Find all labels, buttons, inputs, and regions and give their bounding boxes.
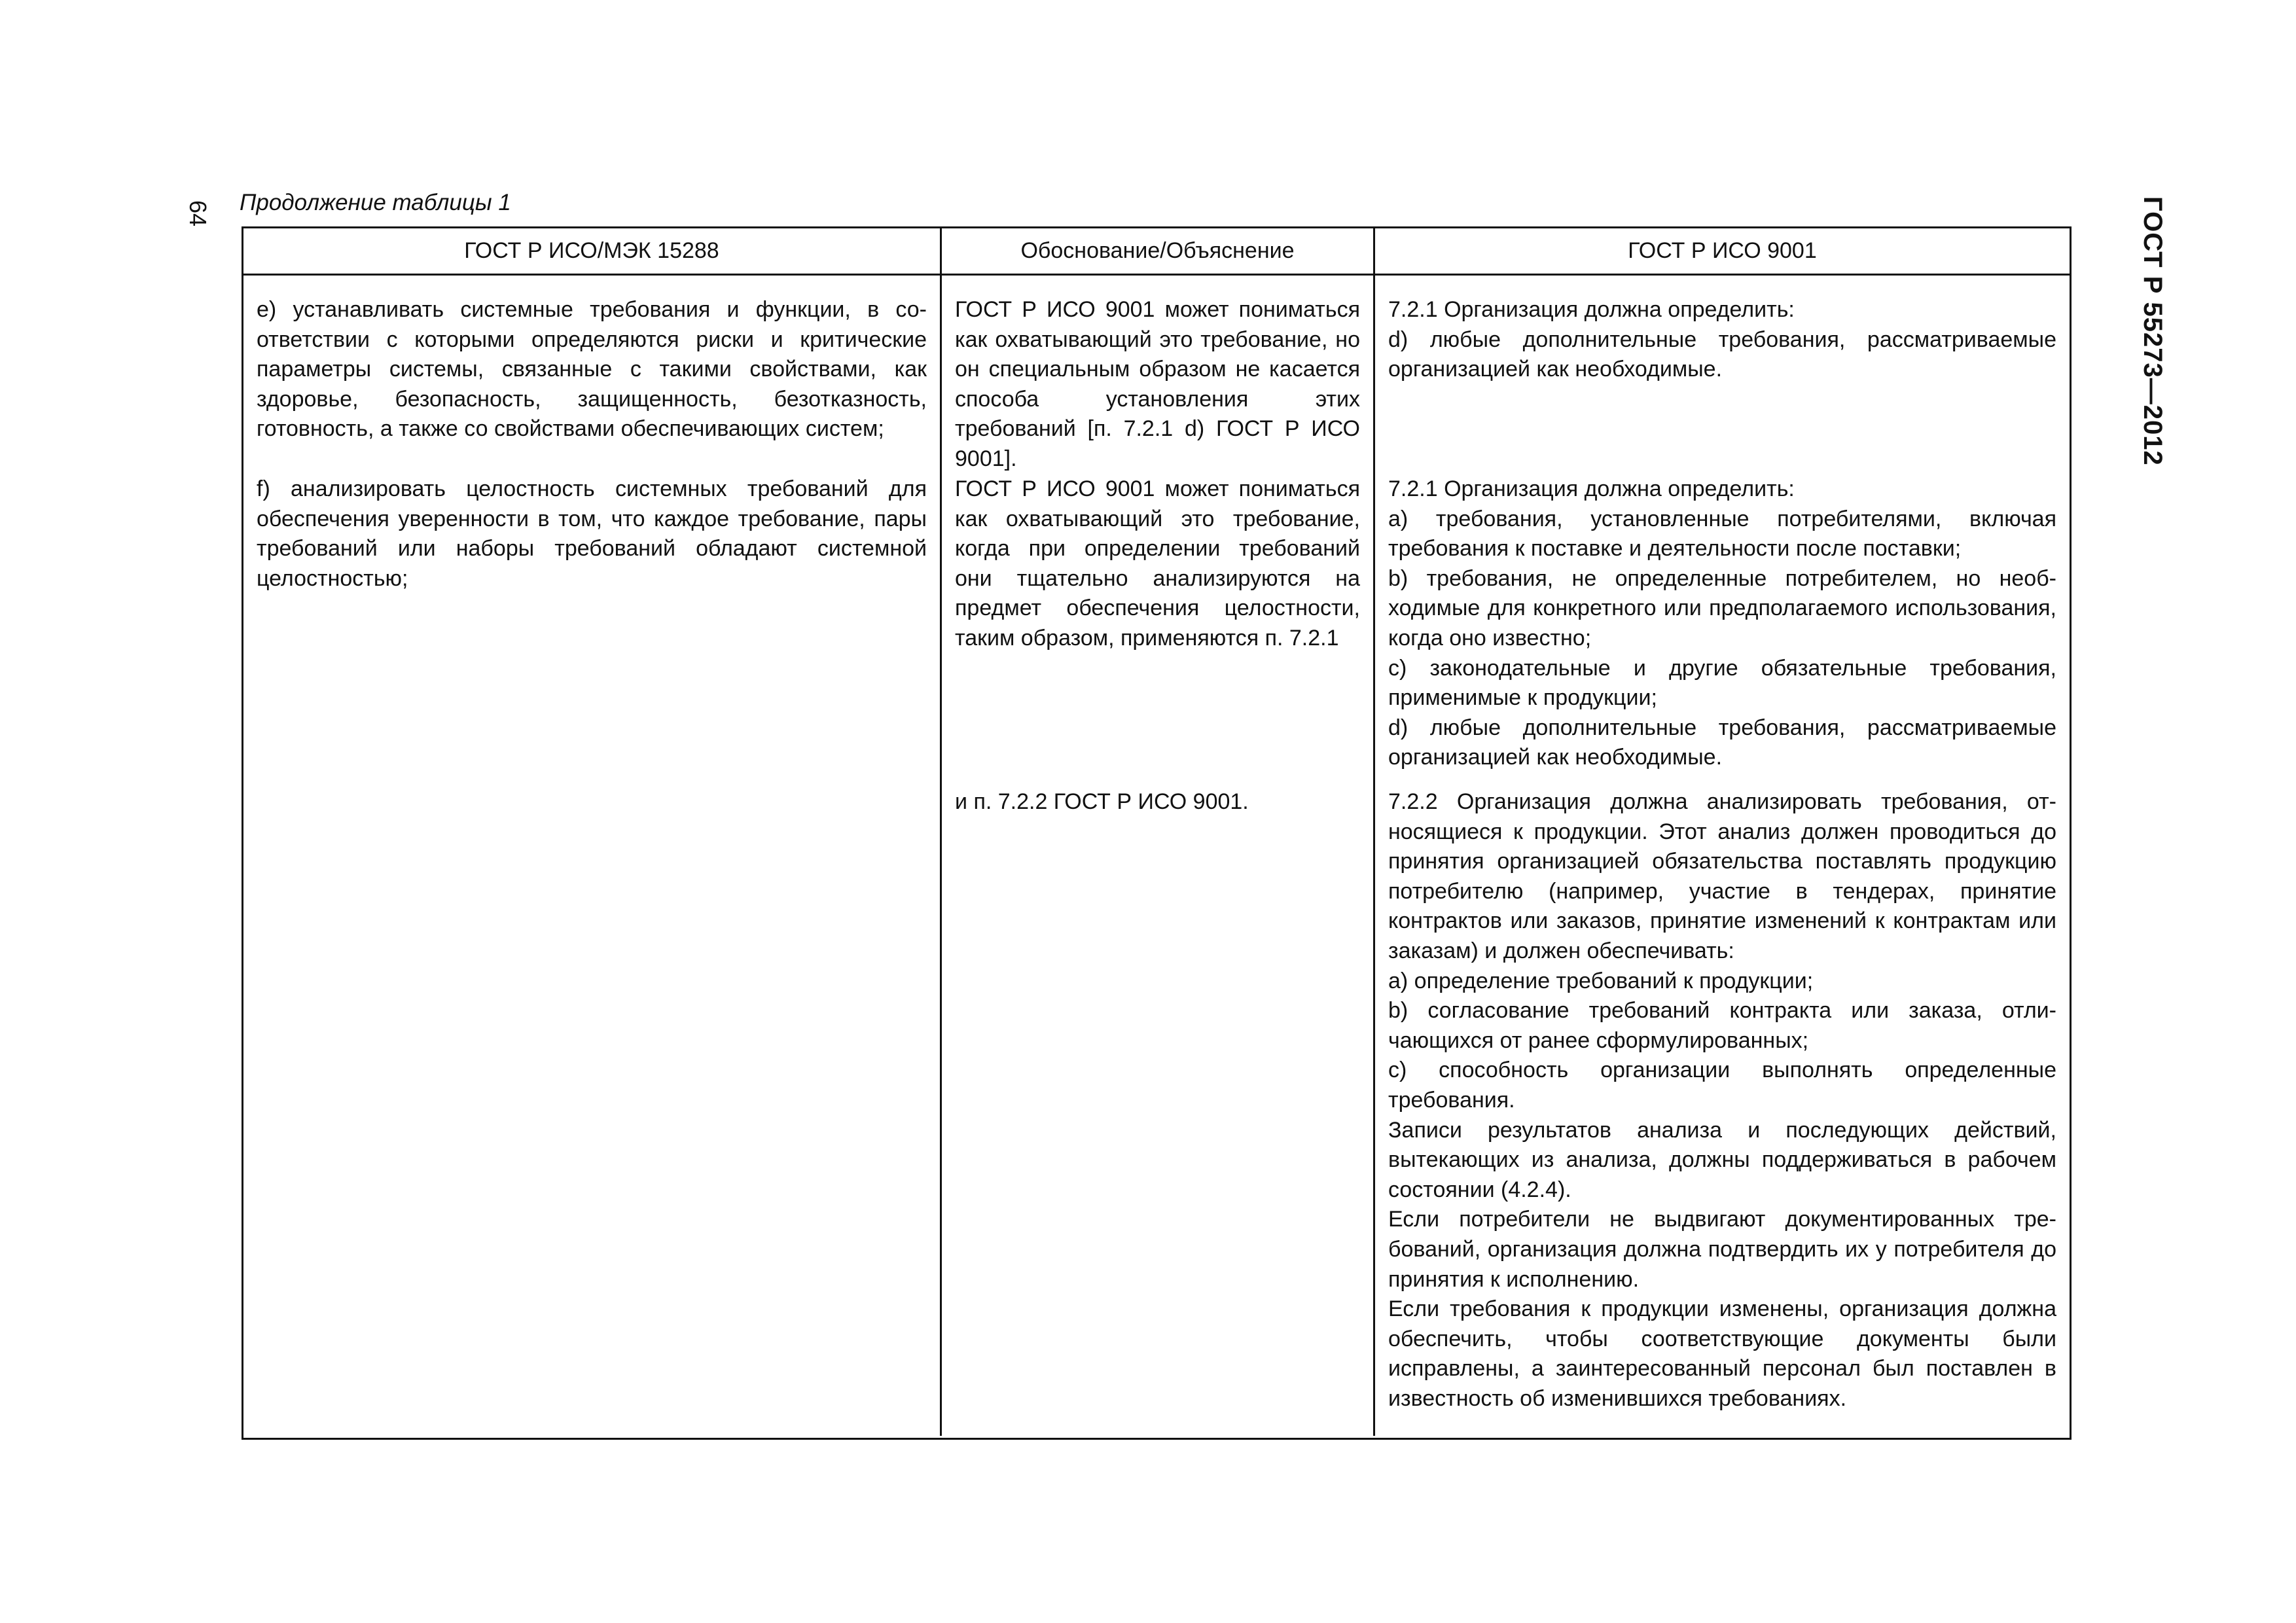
page-number: 64 [185,200,211,227]
document-code: ГОСТ Р 55273—2012 [2138,196,2167,466]
header-justification: Обоснование/Объяснение [942,228,1375,274]
clause-line: 7.2.2 Организация должна анализировать требования, относящиеся к продукции. Этот анализ должен проводиться до принятия организацией обязательства поставлять продукцию потребителю (например, участие в тендерах, принятие контрактов или заказов, принятие изменений к контрактам или заказам) и должен обеспечивать: [1388,789,2056,963]
comparison-table [242,226,2072,1440]
clause-line: Записи результатов анализа и последующих действий, вытекающих из анализа, должны поддерживаться в рабочем состоянии (4.2.4). [1388,1117,2056,1202]
clause-line: 7.2.1 Организация должна определить: [1388,297,1795,322]
clause-line: a) требования, установленные потребителями, включая требования к поставке и деятельности после поставки; [1388,506,2056,562]
justification-e: ГОСТ Р ИСО 9001 может пониматься как охватывающий это требование, но он специальным образом не касается способа установления этих требований [п. 7.2.1 d) ГОСТ Р ИСО 9001]. [955,297,1360,471]
table-header-row [243,228,2070,276]
clause-line: c) способность организации выполнять определенные требования. [1388,1058,2056,1113]
clause-block-f [1388,474,2056,787]
clause-line: b) требования, не определенные потребителем, но необходимые для конкретного или предполагаемого использования, когда оно известно; [1388,565,2056,651]
requirement-e: е) устанавливать системные требования и функции, в соответствии с которыми определяются риски и критические параметры системы, связанные с такими свойствами, как здоровье, безопасность, защищенность, безотказность, готовность, а также со свойствами обеспечивающих систем; [257,297,927,442]
clause-block-g [1388,787,2056,1414]
clause-line: c) законодательные и другие обязательные требования, применимые к продукции; [1388,655,2056,711]
table-caption: Продолжение таблицы 1 [240,190,511,215]
clause-line: Если потребители не выдвигают документированных требований, организация должна подтвердить их у потребителя до принятия к исполнению. [1388,1207,2056,1292]
clause-line: d) любые дополнительные требования, рассматриваемые организацией как необходимые. [1388,327,2056,382]
clause-line: b) согласование требований контракта или заказа, отличающихся от ранее сформулированных; [1388,998,2056,1053]
header-gost-iso-9001: ГОСТ Р ИСО 9001 [1628,238,1817,263]
column-15288 [243,276,942,1436]
requirement-f: f) анализировать целостность системных требований для обеспечения уверенности в том, что каждое требование, пары требований или наборы требований обладают системной целостностью; [257,476,927,591]
clause-line: 7.2.1 Организация должна определить: [1388,476,1795,501]
clause-block-e [1388,295,2056,474]
justification-f: ГОСТ Р ИСО 9001 может пониматься как охватывающий это требование, когда при определении требований они тщательно анализируются на предмет обеспечения целостности, таким образом, применяются п. 7.2.1 [955,476,1360,651]
header-gost-iso-iec-15288: ГОСТ Р ИСО/МЭК 15288 [243,228,942,274]
clause-line: Если требования к продукции изменены, организация должна обеспечить, чтобы соответствующие документы были исправлены, а заинтересованный персонал был поставлен в известность об изменившихся требованиях. [1388,1296,2056,1411]
column-justification [942,276,1375,1436]
table-body-row [243,276,2070,1436]
justification-g: и п. 7.2.2 ГОСТ Р ИСО 9001. [955,789,1249,814]
clause-line: d) любые дополнительные требования, рассматриваемые организацией как необходимые. [1388,715,2056,770]
clause-line: a) определение требований к продукции; [1388,968,1814,993]
column-9001 [1375,276,2070,1436]
